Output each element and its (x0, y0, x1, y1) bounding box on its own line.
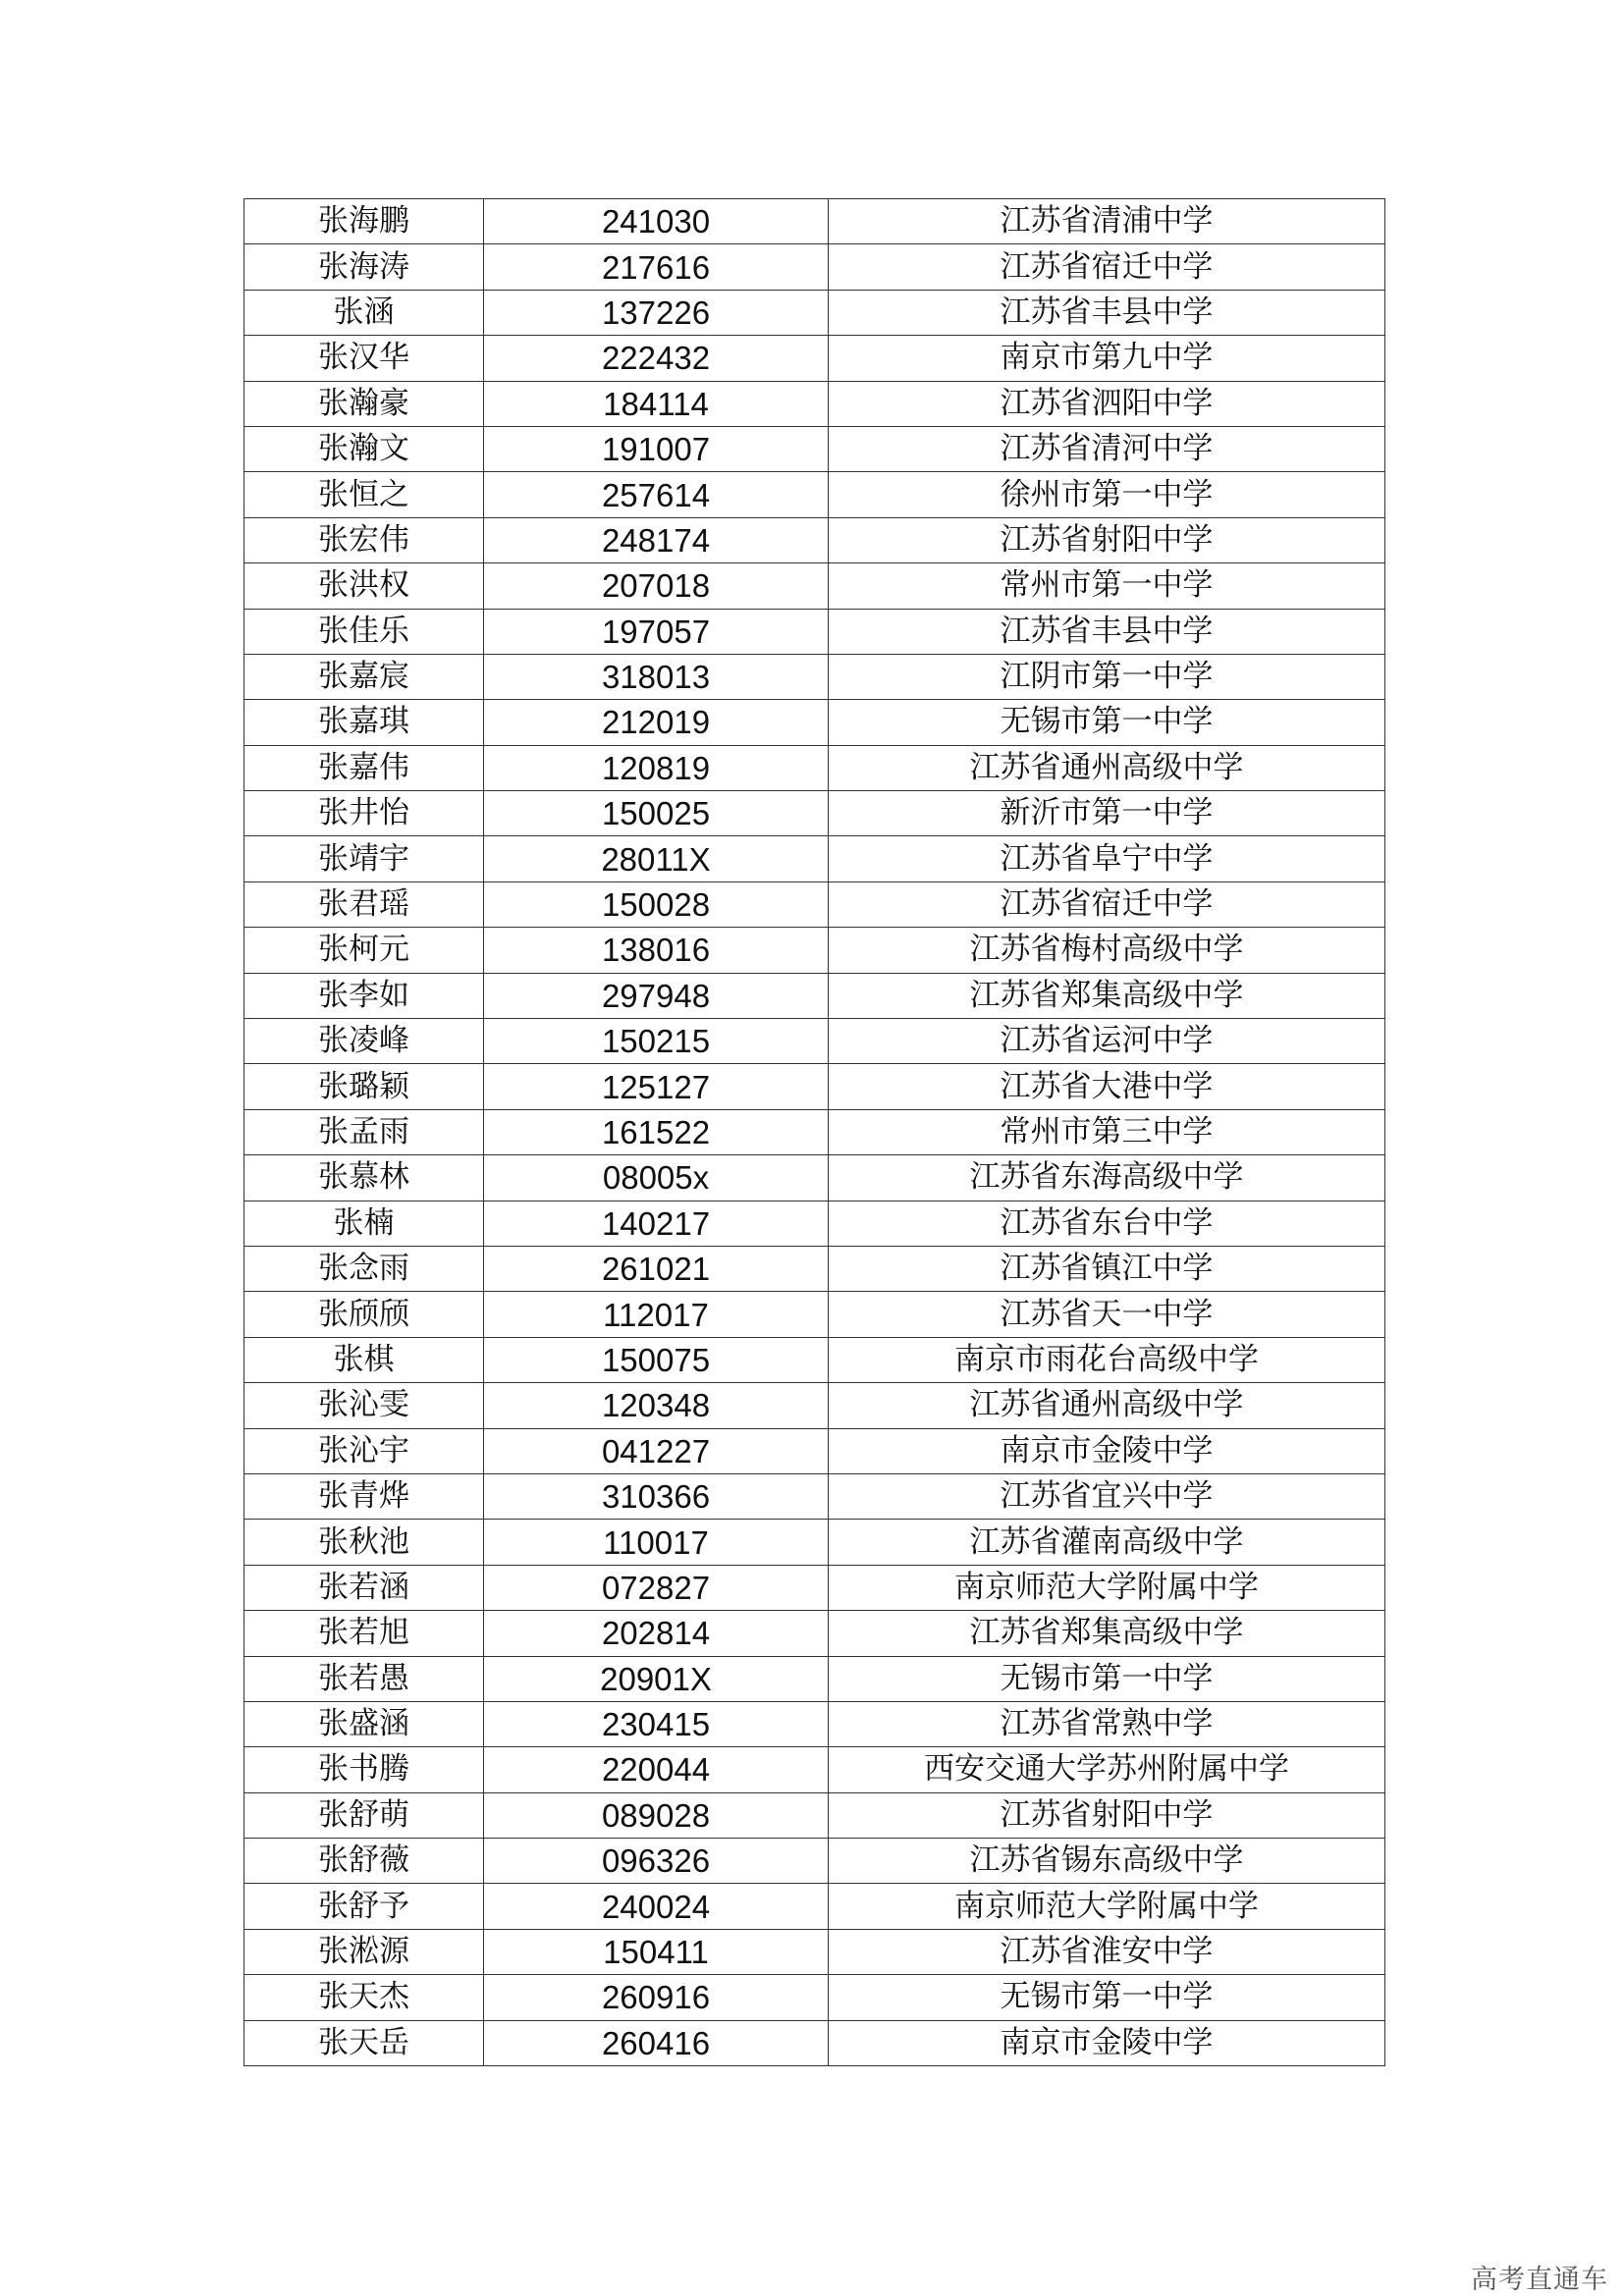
table-row (244, 426, 1385, 471)
school-name-cell: 江苏省阜宁中学 (829, 836, 1385, 881)
school-name-cell: 江苏省天一中学 (829, 1292, 1385, 1337)
school-name-cell: 江苏省清河中学 (829, 426, 1385, 471)
table-row (244, 881, 1385, 927)
school-name-cell: 江苏省灌南高级中学 (829, 1520, 1385, 1565)
watermark-text: 高考直通车 (1471, 2265, 1608, 2295)
student-id-cell: 297948 (484, 973, 829, 1018)
student-id-cell: 310366 (484, 1473, 829, 1519)
student-name-cell: 张璐颖 (244, 1064, 484, 1109)
student-id-cell: 260916 (484, 1975, 829, 2020)
table-row (244, 1473, 1385, 1519)
school-name-cell: 南京师范大学附属中学 (829, 1884, 1385, 1929)
table-row (244, 609, 1385, 654)
school-name-cell: 无锡市第一中学 (829, 1656, 1385, 1701)
school-name-cell: 常州市第一中学 (829, 563, 1385, 609)
table-row (244, 1929, 1385, 1974)
student-name-cell: 张若涵 (244, 1565, 484, 1610)
student-name-cell: 张嘉琪 (244, 700, 484, 745)
table-row (244, 1064, 1385, 1109)
student-name-cell: 张楠 (244, 1201, 484, 1246)
table-row (244, 563, 1385, 609)
table-row (244, 244, 1385, 290)
student-id-cell: 150075 (484, 1337, 829, 1382)
table-row (244, 1292, 1385, 1337)
student-id-cell: 041227 (484, 1428, 829, 1473)
table-row (244, 928, 1385, 973)
table-row (244, 1565, 1385, 1610)
student-id-cell: 096326 (484, 1839, 829, 1884)
student-name-cell: 张天杰 (244, 1975, 484, 2020)
student-id-cell: 138016 (484, 928, 829, 973)
student-id-cell: 261021 (484, 1246, 829, 1291)
student-name-cell: 张淞源 (244, 1929, 484, 1974)
student-id-cell: 150215 (484, 1019, 829, 1064)
student-id-cell: 125127 (484, 1064, 829, 1109)
student-id-cell: 089028 (484, 1792, 829, 1838)
student-id-cell: 197057 (484, 609, 829, 654)
school-name-cell: 江苏省郑集高级中学 (829, 973, 1385, 1018)
student-name-cell: 张井怡 (244, 791, 484, 836)
table-row (244, 1246, 1385, 1291)
student-name-cell: 张若愚 (244, 1656, 484, 1701)
student-name-cell: 张沁宇 (244, 1428, 484, 1473)
table-row (244, 791, 1385, 836)
table-row (244, 1975, 1385, 2020)
school-name-cell: 南京市第九中学 (829, 336, 1385, 381)
school-name-cell: 江阴市第一中学 (829, 654, 1385, 699)
table-row (244, 1201, 1385, 1246)
school-name-cell: 江苏省通州高级中学 (829, 1383, 1385, 1428)
student-id-cell: 207018 (484, 563, 829, 609)
school-name-cell: 江苏省运河中学 (829, 1019, 1385, 1064)
student-name-cell: 张宏伟 (244, 517, 484, 562)
student-id-cell: 191007 (484, 426, 829, 471)
student-name-cell: 张颀颀 (244, 1292, 484, 1337)
student-name-cell: 张书腾 (244, 1747, 484, 1792)
student-name-cell: 张嘉宸 (244, 654, 484, 699)
student-name-cell: 张洪权 (244, 563, 484, 609)
table-row (244, 472, 1385, 517)
school-name-cell: 南京市金陵中学 (829, 1428, 1385, 1473)
student-id-cell: 257614 (484, 472, 829, 517)
school-name-cell: 江苏省东海高级中学 (829, 1155, 1385, 1201)
student-id-cell: 20901X (484, 1656, 829, 1701)
school-name-cell: 江苏省宜兴中学 (829, 1473, 1385, 1519)
student-id-cell: 150028 (484, 881, 829, 927)
student-name-cell: 张秋池 (244, 1520, 484, 1565)
student-id-cell: 112017 (484, 1292, 829, 1337)
student-name-cell: 张李如 (244, 973, 484, 1018)
school-name-cell: 徐州市第一中学 (829, 472, 1385, 517)
table-row (244, 1428, 1385, 1473)
table-row (244, 1884, 1385, 1929)
student-name-cell: 张佳乐 (244, 609, 484, 654)
school-name-cell: 江苏省锡东高级中学 (829, 1839, 1385, 1884)
school-name-cell: 江苏省清浦中学 (829, 199, 1385, 244)
school-name-cell: 江苏省梅村高级中学 (829, 928, 1385, 973)
table-row (244, 1155, 1385, 1201)
student-id-cell: 248174 (484, 517, 829, 562)
roster-table (244, 198, 1385, 2066)
school-name-cell: 无锡市第一中学 (829, 1975, 1385, 2020)
student-name-cell: 张恒之 (244, 472, 484, 517)
student-name-cell: 张青烨 (244, 1473, 484, 1519)
table-row (244, 336, 1385, 381)
student-name-cell: 张盛涵 (244, 1701, 484, 1746)
table-row (244, 1611, 1385, 1656)
school-name-cell: 江苏省丰县中学 (829, 609, 1385, 654)
student-id-cell: 140217 (484, 1201, 829, 1246)
student-name-cell: 张孟雨 (244, 1109, 484, 1154)
table-row (244, 1747, 1385, 1792)
table-row (244, 1656, 1385, 1701)
school-name-cell: 江苏省常熟中学 (829, 1701, 1385, 1746)
student-id-cell: 161522 (484, 1109, 829, 1154)
student-id-cell: 150411 (484, 1929, 829, 1974)
student-name-cell: 张天岳 (244, 2020, 484, 2065)
table-row (244, 1520, 1385, 1565)
table-row (244, 381, 1385, 426)
table-row (244, 517, 1385, 562)
student-id-cell: 260416 (484, 2020, 829, 2065)
table-row (244, 1792, 1385, 1838)
student-id-cell: 220044 (484, 1747, 829, 1792)
school-name-cell: 江苏省射阳中学 (829, 1792, 1385, 1838)
school-name-cell: 南京市雨花台高级中学 (829, 1337, 1385, 1382)
table-row (244, 700, 1385, 745)
student-id-cell: 184114 (484, 381, 829, 426)
school-name-cell: 江苏省宿迁中学 (829, 881, 1385, 927)
table-row (244, 1701, 1385, 1746)
student-id-cell: 137226 (484, 290, 829, 335)
student-name-cell: 张凌峰 (244, 1019, 484, 1064)
school-name-cell: 江苏省射阳中学 (829, 517, 1385, 562)
student-name-cell: 张念雨 (244, 1246, 484, 1291)
table-row (244, 199, 1385, 244)
school-name-cell: 西安交通大学苏州附属中学 (829, 1747, 1385, 1792)
student-name-cell: 张舒薇 (244, 1839, 484, 1884)
student-name-cell: 张柯元 (244, 928, 484, 973)
table-row (244, 836, 1385, 881)
student-id-cell: 222432 (484, 336, 829, 381)
student-name-cell: 张舒萌 (244, 1792, 484, 1838)
student-id-cell: 241030 (484, 199, 829, 244)
student-id-cell: 120348 (484, 1383, 829, 1428)
school-name-cell: 新沂市第一中学 (829, 791, 1385, 836)
student-name-cell: 张靖宇 (244, 836, 484, 881)
student-id-cell: 217616 (484, 244, 829, 290)
student-id-cell: 240024 (484, 1884, 829, 1929)
school-name-cell: 江苏省泗阳中学 (829, 381, 1385, 426)
school-name-cell: 江苏省丰县中学 (829, 290, 1385, 335)
school-name-cell: 常州市第三中学 (829, 1109, 1385, 1154)
student-id-cell: 212019 (484, 700, 829, 745)
table-row (244, 2020, 1385, 2065)
student-name-cell: 张若旭 (244, 1611, 484, 1656)
table-row (244, 1019, 1385, 1064)
table-row (244, 1109, 1385, 1154)
student-name-cell: 张慕林 (244, 1155, 484, 1201)
student-id-cell: 150025 (484, 791, 829, 836)
table-row (244, 973, 1385, 1018)
student-id-cell: 28011X (484, 836, 829, 881)
school-name-cell: 江苏省郑集高级中学 (829, 1611, 1385, 1656)
student-id-cell: 08005x (484, 1155, 829, 1201)
table-row (244, 290, 1385, 335)
school-name-cell: 江苏省通州高级中学 (829, 745, 1385, 790)
table-row (244, 1839, 1385, 1884)
student-id-cell: 120819 (484, 745, 829, 790)
student-name-cell: 张沁雯 (244, 1383, 484, 1428)
student-name-cell: 张涵 (244, 290, 484, 335)
student-name-cell: 张瀚文 (244, 426, 484, 471)
student-id-cell: 202814 (484, 1611, 829, 1656)
roster-table-body (244, 199, 1385, 2066)
student-name-cell: 张瀚豪 (244, 381, 484, 426)
student-name-cell: 张棋 (244, 1337, 484, 1382)
school-name-cell: 江苏省镇江中学 (829, 1246, 1385, 1291)
table-row (244, 1383, 1385, 1428)
school-name-cell: 南京市金陵中学 (829, 2020, 1385, 2065)
student-name-cell: 张海鹏 (244, 199, 484, 244)
table-row (244, 745, 1385, 790)
table-row (244, 1337, 1385, 1382)
student-id-cell: 110017 (484, 1520, 829, 1565)
student-name-cell: 张海涛 (244, 244, 484, 290)
student-id-cell: 230415 (484, 1701, 829, 1746)
student-name-cell: 张汉华 (244, 336, 484, 381)
student-name-cell: 张君瑶 (244, 881, 484, 927)
student-id-cell: 318013 (484, 654, 829, 699)
school-name-cell: 无锡市第一中学 (829, 700, 1385, 745)
school-name-cell: 江苏省大港中学 (829, 1064, 1385, 1109)
table-row (244, 654, 1385, 699)
student-name-cell: 张嘉伟 (244, 745, 484, 790)
school-name-cell: 江苏省宿迁中学 (829, 244, 1385, 290)
school-name-cell: 江苏省东台中学 (829, 1201, 1385, 1246)
student-id-cell: 072827 (484, 1565, 829, 1610)
school-name-cell: 南京师范大学附属中学 (829, 1565, 1385, 1610)
school-name-cell: 江苏省淮安中学 (829, 1929, 1385, 1974)
student-name-cell: 张舒予 (244, 1884, 484, 1929)
